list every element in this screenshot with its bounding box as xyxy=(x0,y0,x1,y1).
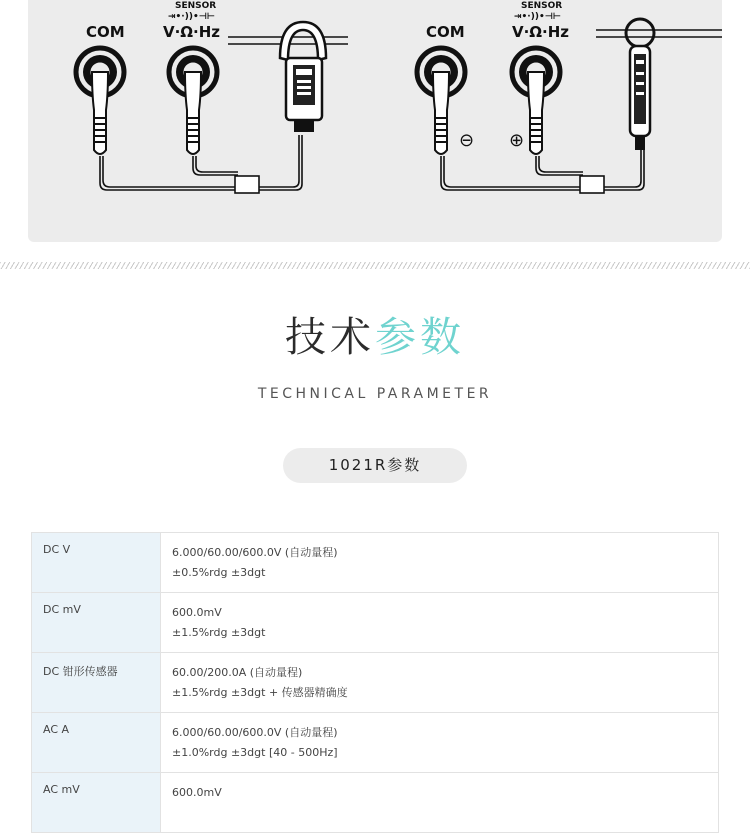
right-com-label: COM xyxy=(426,23,465,41)
spec-value xyxy=(161,593,719,653)
left-sensor-label: SENSOR xyxy=(175,1,217,11)
section-title xyxy=(0,312,750,362)
spec-table xyxy=(31,532,719,833)
section-subtitle: TECHNICAL PARAMETER xyxy=(257,386,493,402)
spec-range: 60.00/200.0A (自动量程) xyxy=(172,666,303,679)
spec-name: AC A xyxy=(32,713,161,773)
table-row xyxy=(32,653,719,713)
spec-name: AC mV xyxy=(32,773,161,833)
spec-name: DC mV xyxy=(32,593,161,653)
table-row xyxy=(32,773,719,833)
left-com-label: COM xyxy=(86,23,125,41)
section-title-part1: 技术 xyxy=(285,313,375,361)
spec-range: 600.0mV xyxy=(172,606,222,619)
connection-diagram xyxy=(28,0,722,242)
spec-name: DC V xyxy=(32,533,161,593)
hatch-divider xyxy=(0,262,750,269)
spec-name: DC 钳形传感器 xyxy=(32,653,161,713)
left-diagram xyxy=(76,1,348,193)
spec-value xyxy=(161,713,719,773)
spec-range: 6.000/60.00/600.0V (自动量程) xyxy=(172,546,338,559)
spec-accuracy: ±1.0%rdg ±3dgt [40 - 500Hz] xyxy=(172,746,338,759)
right-vohz-label: V·Ω·Hz xyxy=(512,23,570,41)
left-symbols: ⇥•·))•⊣⊢ xyxy=(168,12,216,22)
spec-value xyxy=(161,773,719,833)
table-row xyxy=(32,533,719,593)
right-diagram xyxy=(417,1,722,193)
section-title-part2: 参数 xyxy=(375,313,465,361)
model-tab-1021r[interactable]: 1021R参数 xyxy=(283,448,467,483)
spec-range: 6.000/60.00/600.0V (自动量程) xyxy=(172,726,338,739)
spec-range: 600.0mV xyxy=(172,786,222,799)
minus-icon: ⊖ xyxy=(459,130,475,151)
spec-value xyxy=(161,533,719,593)
connection-illustration xyxy=(28,0,722,242)
spec-value xyxy=(161,653,719,713)
left-vohz-label: V·Ω·Hz xyxy=(163,23,221,41)
right-symbols: ⇥•·))•⊣⊢ xyxy=(514,12,562,22)
right-sensor-label: SENSOR xyxy=(521,1,563,11)
spec-accuracy: ±0.5%rdg ±3dgt xyxy=(172,566,266,579)
table-row xyxy=(32,593,719,653)
table-row xyxy=(32,713,719,773)
plus-icon: ⊕ xyxy=(509,130,525,151)
spec-accuracy: ±1.5%rdg ±3dgt + 传感器精确度 xyxy=(172,686,348,699)
spec-accuracy: ±1.5%rdg ±3dgt xyxy=(172,626,266,639)
